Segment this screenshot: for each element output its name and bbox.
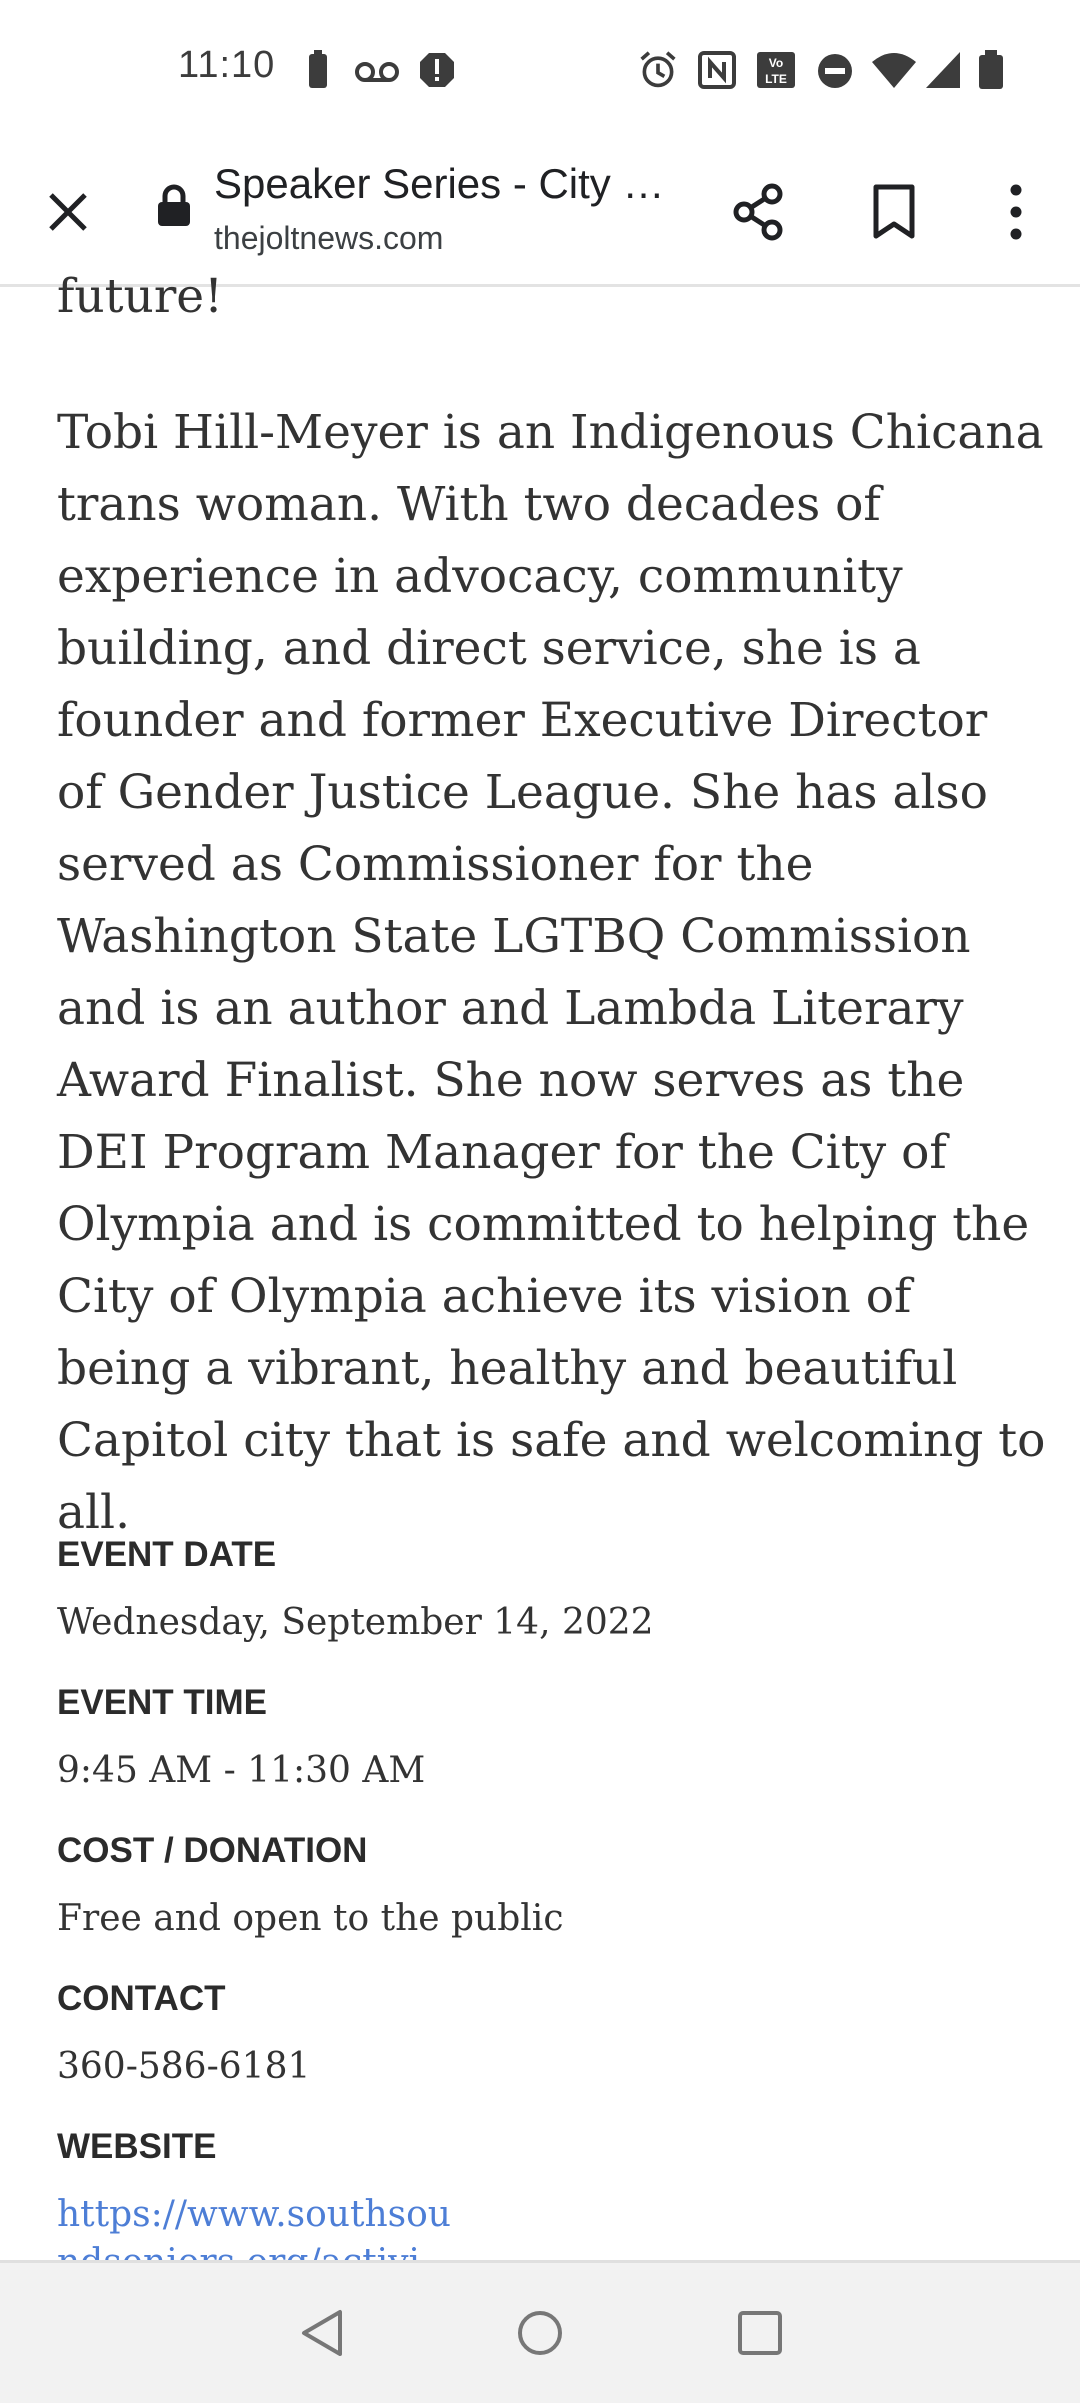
website-link[interactable]: https://www.southsou [57, 2194, 451, 2235]
home-button[interactable] [500, 2293, 580, 2373]
volte-icon [756, 50, 796, 90]
battery-icon [976, 50, 1006, 90]
signal-icon [924, 50, 962, 90]
nfc-icon [698, 50, 736, 90]
status-time: 11:10 [178, 44, 276, 86]
svg-text:Vo: Vo [768, 56, 784, 70]
event-date-value: Wednesday, September 14, 2022 [57, 1602, 654, 1643]
recents-square-icon [737, 2310, 783, 2356]
voicemail-icon [354, 50, 400, 90]
do-not-disturb-icon [816, 50, 854, 90]
previous-paragraph-tail: future! [57, 269, 223, 324]
status-bar [0, 0, 1080, 140]
page-title[interactable]: Speaker Series - City … [214, 160, 665, 207]
event-time-value: 9:45 AM - 11:30 AM [57, 1750, 426, 1791]
page-content[interactable] [0, 269, 1080, 2260]
alert-icon [418, 50, 456, 90]
svg-text:LTE: LTE [765, 72, 787, 86]
wifi-icon [870, 50, 918, 90]
lock-icon [156, 184, 192, 228]
website-label: WEBSITE [57, 2127, 217, 2166]
event-time-label: EVENT TIME [57, 1683, 268, 1722]
back-triangle-icon [300, 2308, 344, 2358]
alarm-icon [636, 50, 680, 90]
cost-value: Free and open to the public [57, 1898, 564, 1939]
system-navigation-bar [0, 2260, 1080, 2403]
close-tab-button[interactable] [28, 172, 108, 252]
close-icon [46, 190, 90, 234]
recents-button[interactable] [720, 2293, 800, 2373]
contact-label: CONTACT [57, 1979, 226, 2018]
more-vert-icon [1008, 184, 1024, 240]
event-date-label: EVENT DATE [57, 1535, 277, 1574]
back-button[interactable] [282, 2293, 362, 2373]
share-button[interactable] [718, 172, 798, 252]
home-circle-icon [515, 2308, 565, 2358]
cost-label: COST / DONATION [57, 1831, 368, 1870]
bookmark-icon [872, 184, 916, 240]
battery-saver-icon [306, 50, 330, 90]
speaker-bio: Tobi Hill-Meyer is an Indigenous Chicana trans woman. With two decades of experience in advocacy, community building, and direct service, she is a founder and former Executive Director of Gender Justice League. She has also served as Commissioner for the Washington State LGTBQ Commission and is an author and Lambda Literary Award Finalist. She now serves as the DEI Program Manager for the City of Olympia and is committed to helping the City of Olympia achieve its vision of being a vibrant, healthy and beautiful Capitol city that is safe and welcoming to all. [57, 405, 1046, 1540]
site-security-button[interactable] [156, 184, 192, 233]
url-host[interactable]: thejoltnews.com [214, 220, 444, 256]
bookmark-button[interactable] [854, 172, 934, 252]
contact-value: 360-586-6181 [57, 2046, 311, 2087]
share-icon [730, 182, 786, 242]
more-options-button[interactable] [976, 172, 1056, 252]
